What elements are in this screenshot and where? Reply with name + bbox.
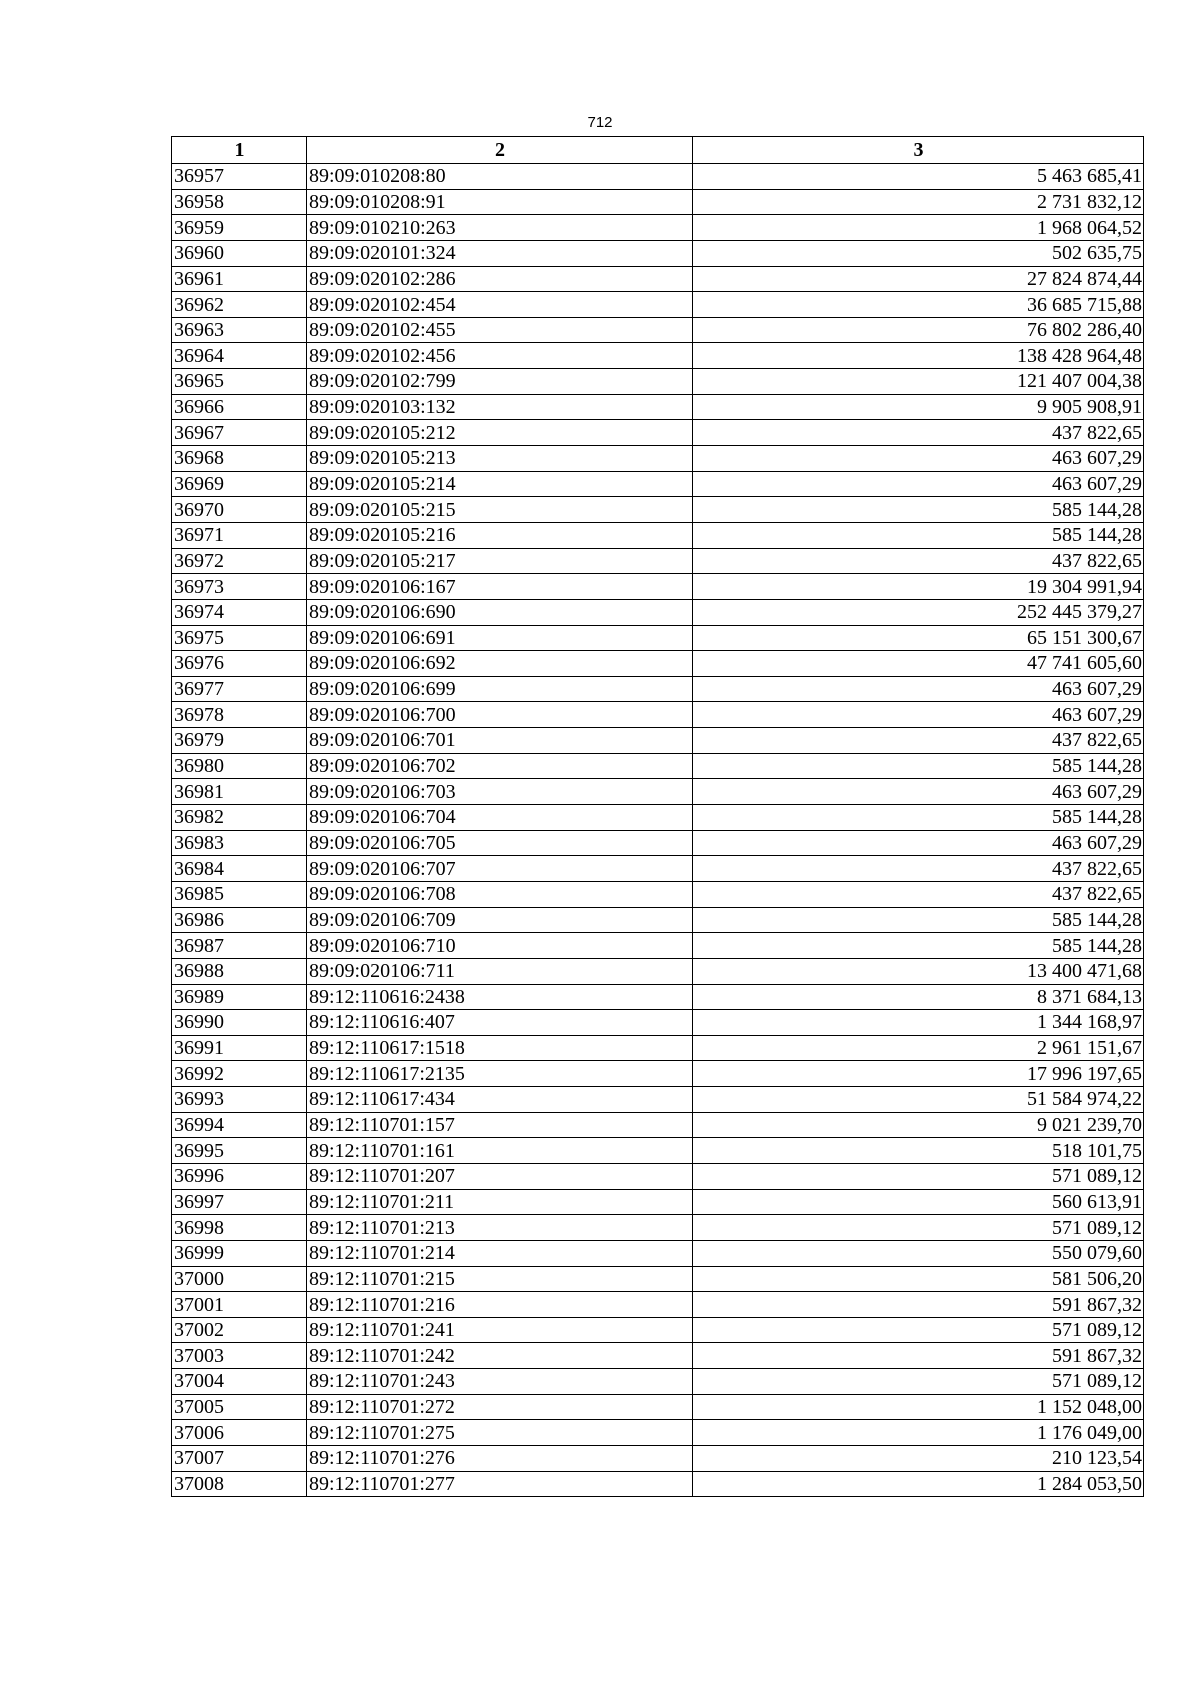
cadastral-number-cell: 89:12:110701:157 <box>307 1112 693 1138</box>
cadastral-number-cell: 89:12:110701:207 <box>307 1163 693 1189</box>
cadastral-number-cell: 89:09:020106:701 <box>307 728 693 754</box>
cadastral-number-cell: 89:12:110701:272 <box>307 1394 693 1420</box>
cadastral-number-cell: 89:12:110701:213 <box>307 1215 693 1241</box>
cadastral-number-cell: 89:09:020101:324 <box>307 240 693 266</box>
value-cell: 36 685 715,88 <box>693 292 1144 318</box>
cadastral-number-cell: 89:09:020105:216 <box>307 522 693 548</box>
value-cell: 9 021 239,70 <box>693 1112 1144 1138</box>
row-number-cell: 36984 <box>172 856 307 882</box>
table-row <box>172 1061 1144 1087</box>
value-cell: 51 584 974,22 <box>693 1087 1144 1113</box>
cadastral-number-cell: 89:09:020106:704 <box>307 805 693 831</box>
value-cell: 591 867,32 <box>693 1343 1144 1369</box>
value-cell: 571 089,12 <box>693 1163 1144 1189</box>
value-cell: 591 867,32 <box>693 1292 1144 1318</box>
value-cell: 437 822,65 <box>693 881 1144 907</box>
row-number-cell: 37005 <box>172 1394 307 1420</box>
table-row <box>172 933 1144 959</box>
table-row <box>172 599 1144 625</box>
table-row <box>172 548 1144 574</box>
row-number-cell: 36965 <box>172 369 307 395</box>
cadastral-number-cell: 89:12:110617:1518 <box>307 1035 693 1061</box>
cadastral-number-cell: 89:09:020106:709 <box>307 907 693 933</box>
value-cell: 585 144,28 <box>693 907 1144 933</box>
value-cell: 585 144,28 <box>693 805 1144 831</box>
page-number: 712 <box>587 114 613 131</box>
cadastral-number-cell: 89:09:020105:214 <box>307 471 693 497</box>
value-cell: 571 089,12 <box>693 1317 1144 1343</box>
value-cell: 1 176 049,00 <box>693 1420 1144 1446</box>
row-number-cell: 36966 <box>172 394 307 420</box>
value-cell: 463 607,29 <box>693 446 1144 472</box>
column-header-number: 1 <box>172 137 307 164</box>
value-cell: 463 607,29 <box>693 779 1144 805</box>
value-cell: 1 344 168,97 <box>693 1010 1144 1036</box>
cadastral-number-cell: 89:09:010208:80 <box>307 164 693 190</box>
row-number-cell: 36982 <box>172 805 307 831</box>
row-number-cell: 37000 <box>172 1266 307 1292</box>
cadastral-number-cell: 89:09:020106:710 <box>307 933 693 959</box>
table-row <box>172 779 1144 805</box>
column-header-value: 3 <box>693 137 1144 164</box>
cadastral-number-cell: 89:12:110701:243 <box>307 1369 693 1395</box>
table-row <box>172 497 1144 523</box>
cadastral-number-cell: 89:09:020106:699 <box>307 676 693 702</box>
row-number-cell: 37007 <box>172 1446 307 1472</box>
value-cell: 1 152 048,00 <box>693 1394 1144 1420</box>
table-row <box>172 164 1144 190</box>
row-number-cell: 36978 <box>172 702 307 728</box>
table-row <box>172 984 1144 1010</box>
cadastral-number-cell: 89:12:110701:216 <box>307 1292 693 1318</box>
row-number-cell: 36964 <box>172 343 307 369</box>
row-number-cell: 36963 <box>172 317 307 343</box>
value-cell: 121 407 004,38 <box>693 369 1144 395</box>
row-number-cell: 36995 <box>172 1138 307 1164</box>
row-number-cell: 36979 <box>172 728 307 754</box>
value-cell: 2 731 832,12 <box>693 189 1144 215</box>
table-row <box>172 1189 1144 1215</box>
row-number-cell: 37004 <box>172 1369 307 1395</box>
table-row <box>172 1369 1144 1395</box>
value-cell: 19 304 991,94 <box>693 574 1144 600</box>
value-cell: 502 635,75 <box>693 240 1144 266</box>
row-number-cell: 36971 <box>172 522 307 548</box>
table-row <box>172 881 1144 907</box>
table-row <box>172 702 1144 728</box>
row-number-cell: 36986 <box>172 907 307 933</box>
value-cell: 463 607,29 <box>693 702 1144 728</box>
value-cell: 571 089,12 <box>693 1369 1144 1395</box>
row-number-cell: 36959 <box>172 215 307 241</box>
table-row <box>172 1240 1144 1266</box>
row-number-cell: 36975 <box>172 625 307 651</box>
value-cell: 47 741 605,60 <box>693 651 1144 677</box>
table-row <box>172 728 1144 754</box>
row-number-cell: 36991 <box>172 1035 307 1061</box>
row-number-cell: 36993 <box>172 1087 307 1113</box>
row-number-cell: 36989 <box>172 984 307 1010</box>
value-cell: 76 802 286,40 <box>693 317 1144 343</box>
row-number-cell: 36980 <box>172 753 307 779</box>
table-row <box>172 907 1144 933</box>
registry-table <box>171 136 1144 1497</box>
table-row <box>172 1112 1144 1138</box>
table-row <box>172 676 1144 702</box>
table-row <box>172 651 1144 677</box>
value-cell: 13 400 471,68 <box>693 958 1144 984</box>
cadastral-number-cell: 89:12:110701:275 <box>307 1420 693 1446</box>
cadastral-number-cell: 89:12:110701:214 <box>307 1240 693 1266</box>
value-cell: 8 371 684,13 <box>693 984 1144 1010</box>
value-cell: 65 151 300,67 <box>693 625 1144 651</box>
table-row <box>172 1010 1144 1036</box>
value-cell: 585 144,28 <box>693 753 1144 779</box>
cadastral-number-cell: 89:09:020106:702 <box>307 753 693 779</box>
table-row <box>172 1317 1144 1343</box>
row-number-cell: 37001 <box>172 1292 307 1318</box>
row-number-cell: 36973 <box>172 574 307 600</box>
cadastral-number-cell: 89:09:010208:91 <box>307 189 693 215</box>
table-row <box>172 522 1144 548</box>
cadastral-number-cell: 89:09:020106:167 <box>307 574 693 600</box>
value-cell: 27 824 874,44 <box>693 266 1144 292</box>
table-row <box>172 369 1144 395</box>
value-cell: 9 905 908,91 <box>693 394 1144 420</box>
row-number-cell: 36985 <box>172 881 307 907</box>
value-cell: 210 123,54 <box>693 1446 1144 1472</box>
row-number-cell: 36983 <box>172 830 307 856</box>
value-cell: 437 822,65 <box>693 728 1144 754</box>
row-number-cell: 36998 <box>172 1215 307 1241</box>
cadastral-number-cell: 89:09:020106:690 <box>307 599 693 625</box>
row-number-cell: 36970 <box>172 497 307 523</box>
cadastral-number-cell: 89:09:020106:700 <box>307 702 693 728</box>
cadastral-number-cell: 89:09:020102:455 <box>307 317 693 343</box>
cadastral-number-cell: 89:09:020106:707 <box>307 856 693 882</box>
cadastral-number-cell: 89:09:020105:215 <box>307 497 693 523</box>
row-number-cell: 36990 <box>172 1010 307 1036</box>
cadastral-number-cell: 89:12:110701:276 <box>307 1446 693 1472</box>
table-body <box>172 164 1144 1497</box>
row-number-cell: 36987 <box>172 933 307 959</box>
cadastral-number-cell: 89:09:020102:799 <box>307 369 693 395</box>
table-row <box>172 1163 1144 1189</box>
value-cell: 437 822,65 <box>693 856 1144 882</box>
value-cell: 463 607,29 <box>693 676 1144 702</box>
table-row <box>172 1471 1144 1497</box>
row-number-cell: 36962 <box>172 292 307 318</box>
row-number-cell: 36974 <box>172 599 307 625</box>
value-cell: 5 463 685,41 <box>693 164 1144 190</box>
cadastral-number-cell: 89:12:110701:242 <box>307 1343 693 1369</box>
value-cell: 1 284 053,50 <box>693 1471 1144 1497</box>
value-cell: 560 613,91 <box>693 1189 1144 1215</box>
cadastral-number-cell: 89:12:110701:215 <box>307 1266 693 1292</box>
table-row <box>172 1266 1144 1292</box>
value-cell: 550 079,60 <box>693 1240 1144 1266</box>
table-row <box>172 1343 1144 1369</box>
row-number-cell: 36988 <box>172 958 307 984</box>
cadastral-number-cell: 89:09:020105:213 <box>307 446 693 472</box>
table-row <box>172 805 1144 831</box>
cadastral-number-cell: 89:09:020102:286 <box>307 266 693 292</box>
table-row <box>172 189 1144 215</box>
cadastral-number-cell: 89:12:110701:241 <box>307 1317 693 1343</box>
value-cell: 585 144,28 <box>693 522 1144 548</box>
table-row <box>172 1394 1144 1420</box>
table-header-row <box>172 137 1144 164</box>
table-row <box>172 856 1144 882</box>
table-row <box>172 625 1144 651</box>
cadastral-number-cell: 89:12:110701:211 <box>307 1189 693 1215</box>
table-row <box>172 446 1144 472</box>
row-number-cell: 36994 <box>172 1112 307 1138</box>
table-row <box>172 1215 1144 1241</box>
row-number-cell: 37002 <box>172 1317 307 1343</box>
cadastral-number-cell: 89:09:020106:692 <box>307 651 693 677</box>
table-row <box>172 1446 1144 1472</box>
table-row <box>172 394 1144 420</box>
table-row <box>172 420 1144 446</box>
table-row <box>172 292 1144 318</box>
cadastral-number-cell: 89:12:110701:161 <box>307 1138 693 1164</box>
row-number-cell: 36997 <box>172 1189 307 1215</box>
cadastral-number-cell: 89:09:020105:212 <box>307 420 693 446</box>
table-row <box>172 215 1144 241</box>
row-number-cell: 36969 <box>172 471 307 497</box>
row-number-cell: 36981 <box>172 779 307 805</box>
cadastral-number-cell: 89:09:020106:703 <box>307 779 693 805</box>
table-row <box>172 574 1144 600</box>
row-number-cell: 36957 <box>172 164 307 190</box>
table-row <box>172 1292 1144 1318</box>
value-cell: 463 607,29 <box>693 471 1144 497</box>
value-cell: 437 822,65 <box>693 548 1144 574</box>
value-cell: 2 961 151,67 <box>693 1035 1144 1061</box>
table-row <box>172 1035 1144 1061</box>
table-row <box>172 471 1144 497</box>
table-row <box>172 240 1144 266</box>
value-cell: 518 101,75 <box>693 1138 1144 1164</box>
table-row <box>172 1420 1144 1446</box>
row-number-cell: 37006 <box>172 1420 307 1446</box>
value-cell: 17 996 197,65 <box>693 1061 1144 1087</box>
row-number-cell: 37003 <box>172 1343 307 1369</box>
column-header-cadastral: 2 <box>307 137 693 164</box>
value-cell: 581 506,20 <box>693 1266 1144 1292</box>
table-row <box>172 266 1144 292</box>
row-number-cell: 36996 <box>172 1163 307 1189</box>
cadastral-number-cell: 89:09:020102:456 <box>307 343 693 369</box>
table-row <box>172 958 1144 984</box>
table-row <box>172 830 1144 856</box>
row-number-cell: 36968 <box>172 446 307 472</box>
value-cell: 138 428 964,48 <box>693 343 1144 369</box>
row-number-cell: 36960 <box>172 240 307 266</box>
cadastral-number-cell: 89:09:020103:132 <box>307 394 693 420</box>
cadastral-number-cell: 89:12:110701:277 <box>307 1471 693 1497</box>
table-row <box>172 1087 1144 1113</box>
row-number-cell: 36972 <box>172 548 307 574</box>
cadastral-number-cell: 89:12:110617:2135 <box>307 1061 693 1087</box>
cadastral-number-cell: 89:09:020102:454 <box>307 292 693 318</box>
value-cell: 463 607,29 <box>693 830 1144 856</box>
row-number-cell: 36999 <box>172 1240 307 1266</box>
cadastral-number-cell: 89:09:020106:711 <box>307 958 693 984</box>
value-cell: 571 089,12 <box>693 1215 1144 1241</box>
table-row <box>172 1138 1144 1164</box>
cadastral-number-cell: 89:12:110617:434 <box>307 1087 693 1113</box>
value-cell: 585 144,28 <box>693 497 1144 523</box>
value-cell: 437 822,65 <box>693 420 1144 446</box>
row-number-cell: 36961 <box>172 266 307 292</box>
table-row <box>172 317 1144 343</box>
row-number-cell: 36958 <box>172 189 307 215</box>
cadastral-number-cell: 89:09:020106:705 <box>307 830 693 856</box>
cadastral-number-cell: 89:09:020106:708 <box>307 881 693 907</box>
cadastral-number-cell: 89:12:110616:407 <box>307 1010 693 1036</box>
cadastral-number-cell: 89:12:110616:2438 <box>307 984 693 1010</box>
cadastral-number-cell: 89:09:020106:691 <box>307 625 693 651</box>
cadastral-number-cell: 89:09:020105:217 <box>307 548 693 574</box>
table-row <box>172 343 1144 369</box>
row-number-cell: 36976 <box>172 651 307 677</box>
table-row <box>172 753 1144 779</box>
cadastral-number-cell: 89:09:010210:263 <box>307 215 693 241</box>
value-cell: 585 144,28 <box>693 933 1144 959</box>
row-number-cell: 36977 <box>172 676 307 702</box>
row-number-cell: 37008 <box>172 1471 307 1497</box>
row-number-cell: 36992 <box>172 1061 307 1087</box>
row-number-cell: 36967 <box>172 420 307 446</box>
value-cell: 1 968 064,52 <box>693 215 1144 241</box>
value-cell: 252 445 379,27 <box>693 599 1144 625</box>
